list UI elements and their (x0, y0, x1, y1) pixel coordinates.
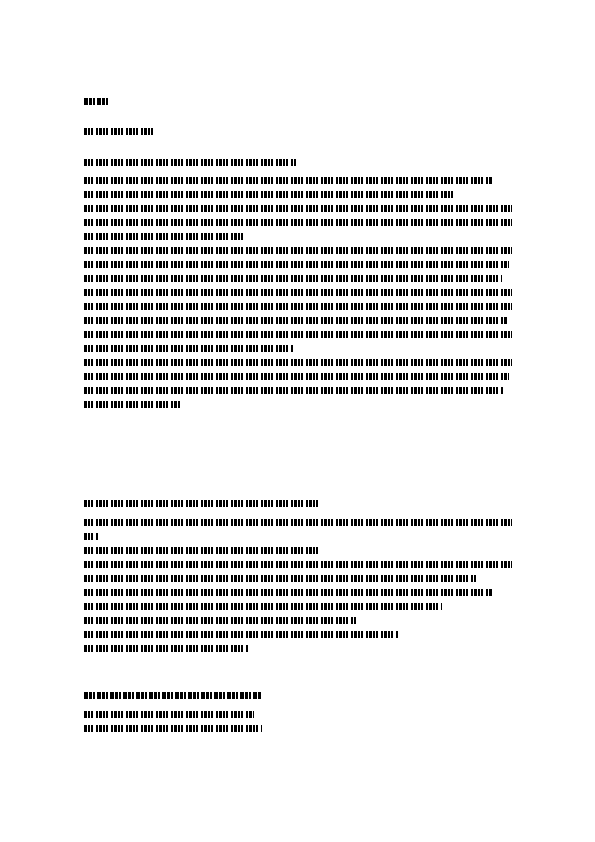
signature-title-line (84, 688, 512, 702)
p2-line-2 (84, 215, 512, 229)
p4-line-4 (84, 397, 512, 411)
s2-line-3 (84, 543, 512, 557)
section2-title-line (84, 496, 512, 510)
s2-line-8 (84, 613, 512, 627)
date-value-block (84, 124, 512, 138)
s2-line-6 (84, 585, 512, 599)
p1-line-2 (84, 187, 512, 201)
body-paragraphs (84, 173, 512, 411)
p3-line-5 (84, 299, 512, 313)
p3-line-4 (84, 285, 512, 299)
p4-line-2 (84, 369, 512, 383)
date-label-line (84, 94, 512, 108)
p1-line-1 (84, 173, 512, 187)
p4-line-1 (84, 355, 512, 369)
section2-body (84, 515, 512, 655)
sig-line-2 (84, 721, 512, 735)
p3-line-3 (84, 271, 512, 285)
signature-title-block (84, 688, 512, 702)
s2-line-2 (84, 529, 512, 543)
date-label-block (84, 94, 512, 108)
p2-line-3 (84, 229, 512, 243)
p3-line-1 (84, 243, 512, 257)
p2-line-1 (84, 201, 512, 215)
s2-line-9 (84, 627, 512, 641)
memo-title-block (84, 155, 512, 169)
p3-line-2 (84, 257, 512, 271)
signature-body (84, 707, 512, 735)
p4-line-3 (84, 383, 512, 397)
s2-line-5 (84, 571, 512, 585)
p3-line-8 (84, 341, 512, 355)
p3-line-7 (84, 327, 512, 341)
section2-title-block (84, 496, 512, 510)
s2-line-4 (84, 557, 512, 571)
p3-line-6 (84, 313, 512, 327)
s2-line-10 (84, 641, 512, 655)
date-value-line (84, 124, 512, 138)
s2-line-7 (84, 599, 512, 613)
memo-title-line (84, 155, 512, 169)
sig-line-1 (84, 707, 512, 721)
s2-line-1 (84, 515, 512, 529)
